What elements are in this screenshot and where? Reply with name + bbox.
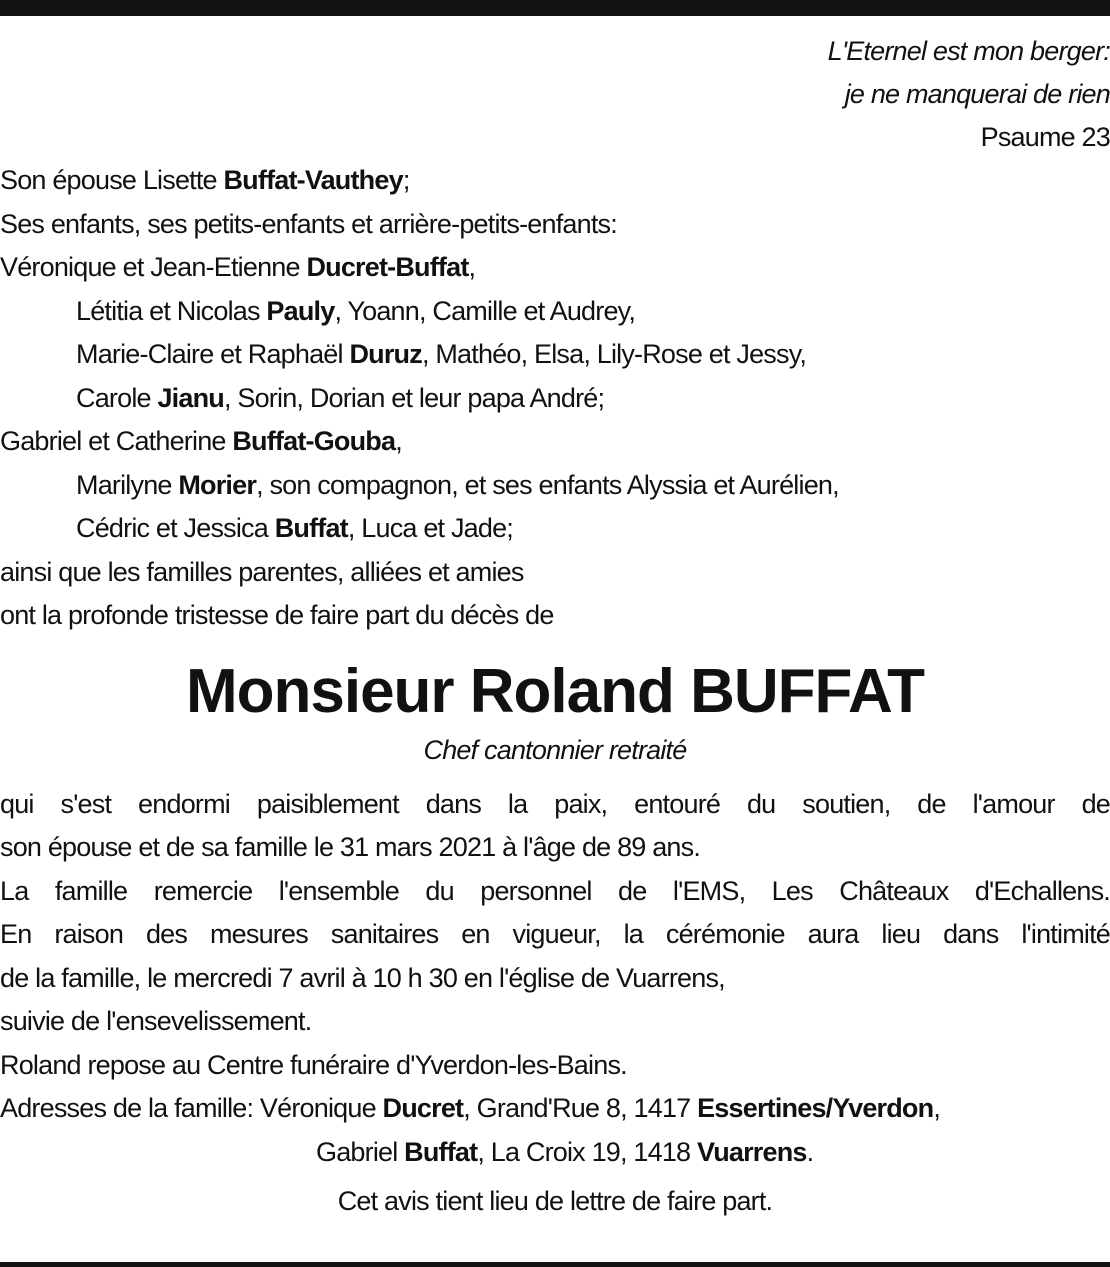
top-border-rule: [0, 0, 1110, 16]
epigraph: [0, 30, 1110, 159]
body-line-6: suivie de l'ensevelissement.: [0, 1006, 312, 1036]
family-list: [0, 159, 1110, 638]
relatives-line: ainsi que les familles parentes, alliées et amies: [0, 556, 524, 587]
spouse-line: Son épouse Lisette Buffat-Vauthey;: [0, 165, 410, 195]
body-line-4: En raison des mesures sanitaires en vigueur, la cérémonie aura lieu dans l'intimité: [0, 919, 1110, 949]
epigraph-line-2: je ne manquerai de rien: [844, 79, 1110, 109]
deceased-role: Chef cantonnier retraité: [423, 734, 687, 765]
address-line-2: Gabriel Buffat, La Croix 19, 1418 Vuarrens.: [316, 1136, 814, 1167]
body-line-7: Roland repose au Centre funéraire d'Yverdon-les-Bains.: [0, 1049, 627, 1080]
grandchild-line-3: Carole Jianu, Sorin, Dorian et leur papa André;: [76, 382, 605, 413]
closing-line: Cet avis tient lieu de lettre de faire part.: [337, 1186, 773, 1216]
obituary-notice: [0, 30, 1110, 1224]
deceased-name: Monsieur Roland BUFFAT: [185, 656, 925, 726]
body-line-5: de la famille, le mercredi 7 avril à 10 h 30 en l'église de Vuarrens,: [0, 962, 725, 993]
family-addresses: [0, 1087, 1110, 1174]
epigraph-line-1: L'Eternel est mon berger:: [827, 36, 1110, 66]
body-line-2: son épouse et de sa famille le 31 mars 2021 à l'âge de 89 ans.: [0, 832, 701, 862]
address-line-1: Adresses de la famille: Véronique Ducret, Grand'Rue 8, 1417 Essertines/Yverdon,: [0, 1093, 941, 1123]
notice-body: [0, 783, 1110, 1088]
grandchild-line-5: Cédric et Jessica Buffat, Luca et Jade;: [76, 513, 513, 543]
grandchild-line-4: Marilyne Morier, son compagnon, et ses enfants Alyssia et Aurélien,: [76, 469, 839, 500]
bottom-border-rule: [0, 1262, 1110, 1267]
grandchild-line-2: Marie-Claire et Raphaël Duruz, Mathéo, Elsa, Lily-Rose et Jessy,: [76, 339, 807, 369]
child-line-1: Véronique et Jean-Etienne Ducret-Buffat,: [0, 252, 476, 282]
body-line-1: qui s'est endormi paisiblement dans la paix, entouré du soutien, de l'amour de: [0, 788, 1110, 819]
epigraph-source: Psaume 23: [980, 122, 1110, 152]
children-intro: Ses enfants, ses petits-enfants et arrière-petits-enfants:: [0, 208, 617, 239]
announcement-line: ont la profonde tristesse de faire part du décès de: [0, 600, 554, 630]
child-line-2: Gabriel et Catherine Buffat-Gouba,: [0, 426, 402, 456]
body-line-3: La famille remercie l'ensemble du personnel de l'EMS, Les Châteaux d'Echallens.: [0, 875, 1110, 906]
grandchild-line-1: Létitia et Nicolas Pauly, Yoann, Camille et Audrey,: [76, 295, 636, 326]
